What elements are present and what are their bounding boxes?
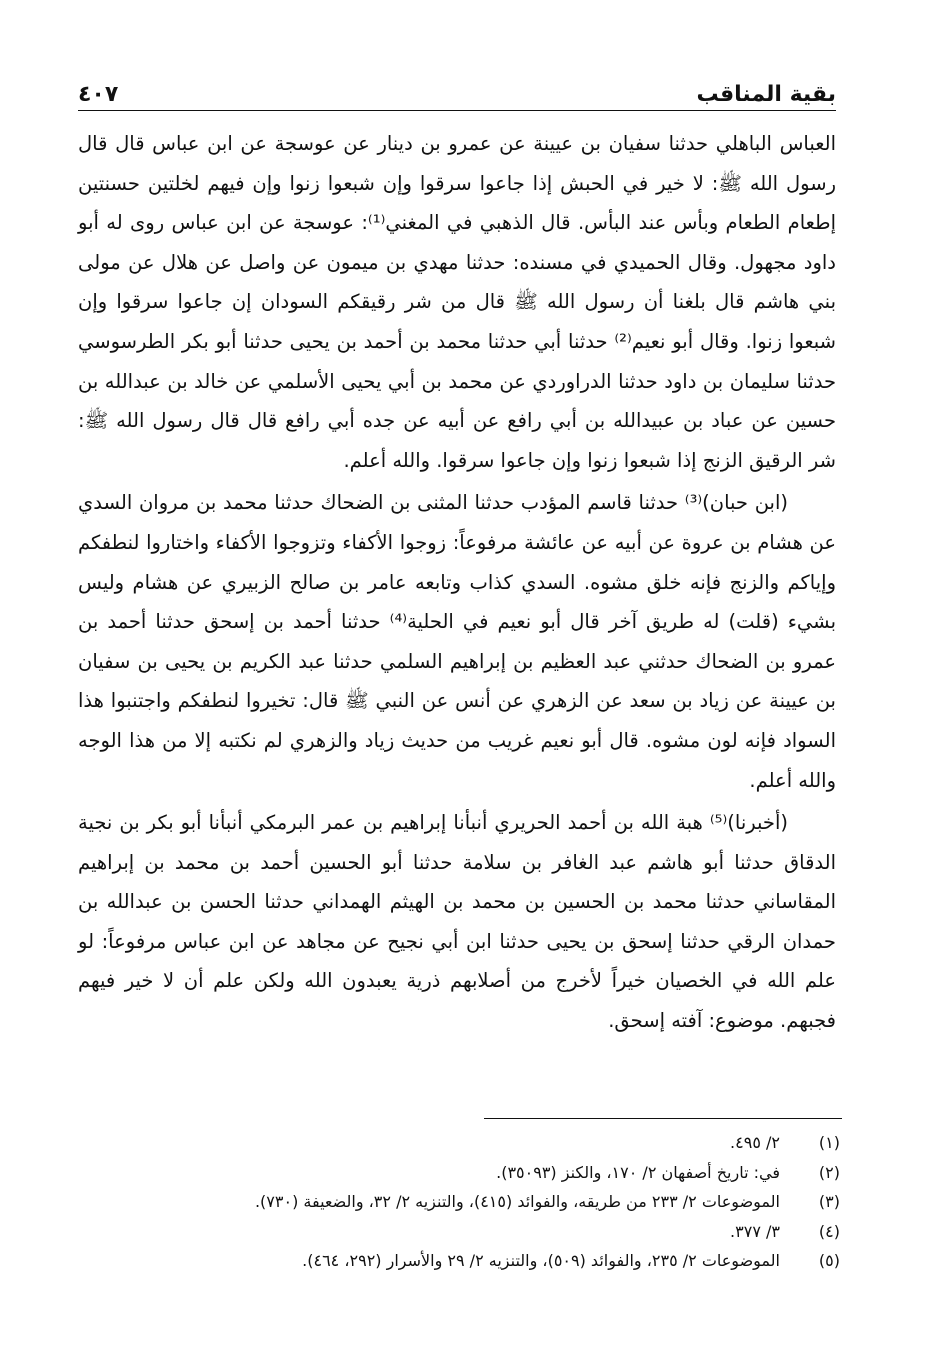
footnote-number: (٤) [818, 1221, 840, 1241]
footnote [150, 1158, 840, 1188]
footnotes [150, 1128, 840, 1276]
footnote-text: الموضوعات ٢/ ٢٣٥، والفوائد (٥٠٩)، والتنزيه ٢/ ٢٩ والأسرار (٢٩٢، ٤٦٤). [302, 1251, 780, 1270]
footnote-number: (٣) [818, 1192, 840, 1211]
paragraph: (أخبرنا)⁽⁵⁾ هبة الله بن أحمد الحريري أنبأنا إبراهيم بن عمر البرمكي أنبأنا أبو بكر بن نجية الدقاق حدثنا أبو هاشم عبد الغافر بن سلامة حدثنا أبو الحسين أحمد بن محمد بن إبراهيم المقاساني حدثنا محمد بن الحسين بن محمد بن الهيثم الهمداني حدثنا الحسن بن عبدالله بن حمدان الرقي حدثنا إسحق بن يحيى حدثنا ابن أبي نجيح عن مجاهد عن ابن عباس مرفوعاً: لو علم الله في الخصيان خيراً لأخرج من أصلابهم ذرية يعبدون الله ولكن علم أن لا خير فيهم فجبهم. موضوع: آفته إسحق. [78, 811, 836, 1033]
footnote-number: (١) [818, 1133, 840, 1152]
footnote [150, 1128, 840, 1158]
footnote-text: الموضوعات ٢/ ٢٣٣ من طريقه، والفوائد (٤١٥)، والتنزيه ٢/ ٣٢، والضعيفة (٧٣٠). [254, 1192, 780, 1211]
running-title: بقية المناقب [696, 82, 836, 107]
footnote [150, 1187, 840, 1217]
footnote-text: ٢/ ٤٩٥. [730, 1133, 780, 1152]
footnote-separator [484, 1118, 842, 1119]
footnote-number: (٢) [818, 1162, 840, 1182]
footnote [150, 1217, 840, 1247]
footnote [150, 1246, 840, 1276]
footnote-text: ٣/ ٣٧٧. [730, 1221, 780, 1241]
footnote-number: (٥) [818, 1251, 840, 1270]
paragraph: العباس الباهلي حدثنا سفيان بن عيينة عن عمرو بن دينار عن عوسجة عن ابن عباس قال قال رسول الله ﷺ: لا خير في الحبش إذا جاعوا سرقوا وإن شبعوا زنوا وإن فيهم لخلتين حسنتين إطعام الطعام وبأس عند البأس. قال الذهبي في المغني⁽¹⁾: عوسجة عن ابن عباس روى له أبو داود مجهول. وقال الحميدي في مسنده: حدثنا مهدي بن ميمون عن واصل عن هلال عن مولى بني هاشم قال بلغنا أن رسول الله ﷺ قال من شر رقيقكم السودان إن جاعوا سرقوا وإن شبعوا زنوا. وقال أبو نعيم⁽²⁾ حدثنا أبي حدثنا محمد بن أحمد بن يحيى حدثنا أبو بكر الطرسوسي حدثنا سليمان بن داود حدثنا الدراوردي عن محمد بن أبي يحيى الأسلمي عن خالد بن عبدالله بن حسين عن عباد بن عبيدالله بن أبي رافع عن أبيه عن جده أبي رافع قال قال رسول الله ﷺ: شر الرقيق الزنج إذا شبعوا زنوا وإن جاعوا سرقوا. والله أعلم. [78, 132, 837, 472]
page-number: ٤٠٧ [78, 82, 119, 107]
main-text [78, 124, 836, 1041]
paragraph: (ابن حبان)⁽³⁾ حدثنا قاسم المؤدب حدثنا المثنى بن الضحاك حدثنا محمد بن مروان السدي عن هشام بن عروة عن أبيه عن عائشة مرفوعاً: زوجوا الأكفاء وتزوجوا الأكفاء واختاروا لنطفكم وإياكم والزنج فإنه خلق مشوه. السدي كذاب وتابعه عامر بن صالح الزبيري عن هشام وليس بشيء (قلت) له طريق آخر قال أبو نعيم في الحلية⁽⁴⁾ حدثنا أحمد بن إسحق حدثنا أحمد بن عمرو بن الضحاك حدثني عبد العظيم بن إبراهيم السلمي حدثنا عبد الكريم بن يحيى بن سفيان بن عيينة عن زياد بن سعد عن الزهري عن أنس عن النبي ﷺ قال: تخيروا لنطفكم واجتنبوا هذا السواد فإنه لون مشوه. قال أبو نعيم غريب من حديث زياد والزهري لم نكتبه إلا من هذا الوجه والله أعلم. [78, 491, 836, 792]
footnote-text: في: تاريخ أصفهان ٢/ ١٧٠، والكنز (٣٥٠٩٣). [496, 1162, 780, 1182]
page-header [78, 74, 836, 111]
